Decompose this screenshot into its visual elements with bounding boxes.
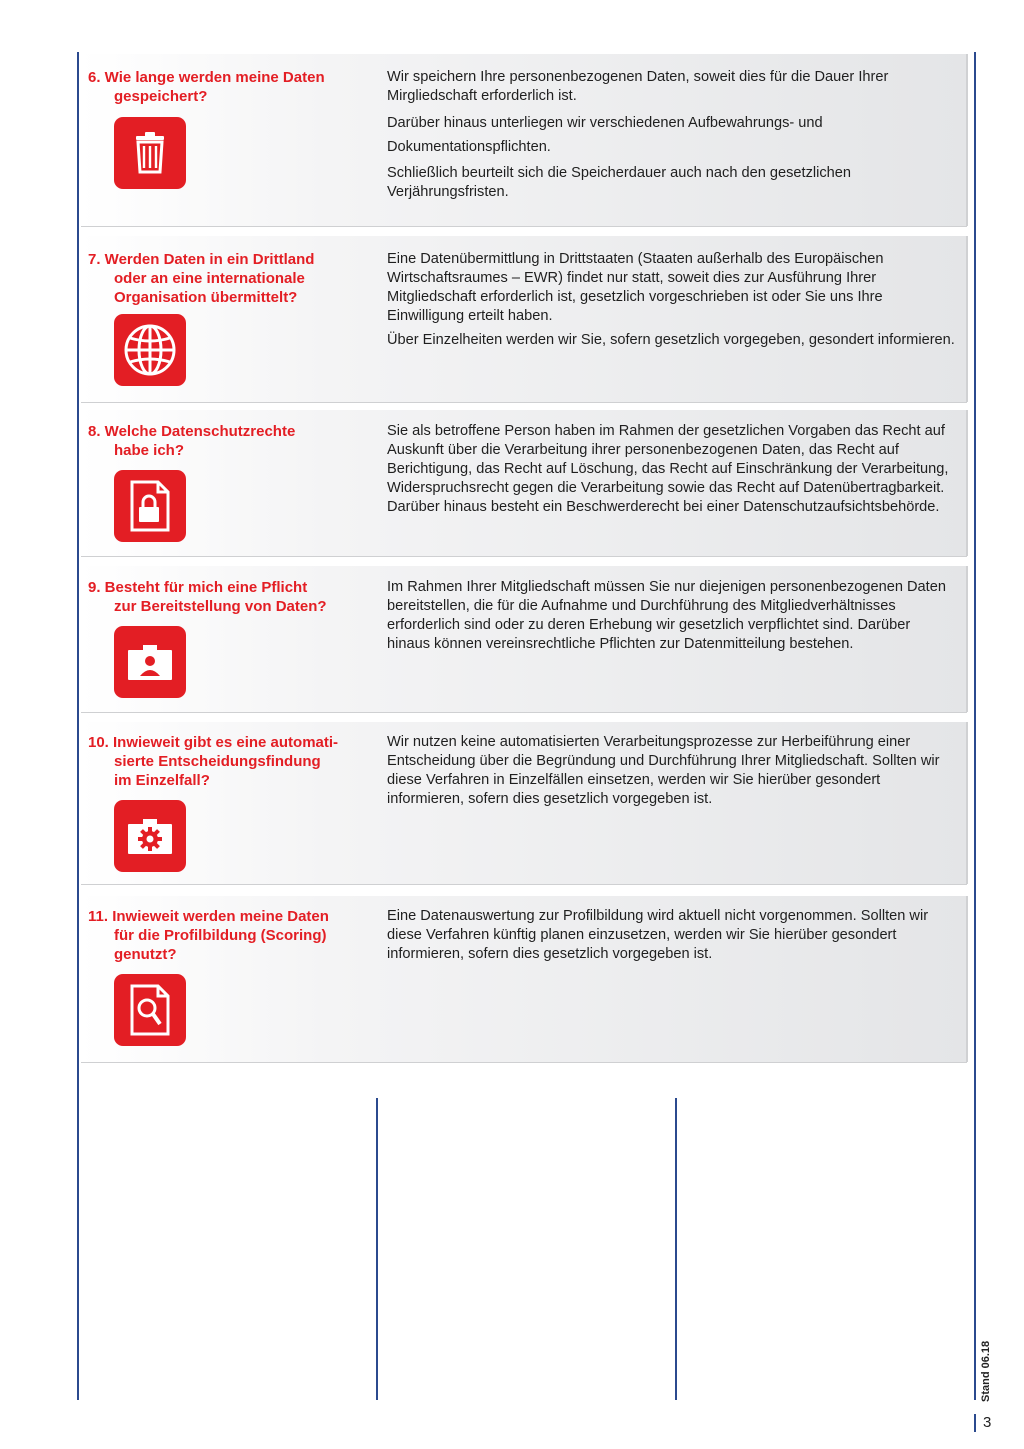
question-heading: [88, 422, 350, 460]
answer-paragraph: Schließlich beurteilt sich die Speicherdauer auch nach den gesetzlichen Verjährungsfristen.: [387, 165, 852, 200]
question-line: 9. Besteht für mich eine Pflicht: [88, 579, 308, 596]
faq-section-6: [80, 54, 966, 226]
question-line: 7. Werden Daten in ein Drittland: [88, 251, 315, 268]
question-heading: [88, 578, 350, 616]
answer-paragraph: Eine Datenübermittlung in Drittstaaten (Staaten außerhalb des Europäischen Wirtschaftsraumes – EWR) findet nur statt, soweit dies zur Ausführung Ihrer Mitgliedschaft erforderlich ist, gesetzlich vorgeschrieben ist oder Sie uns Ihre Einwilligung erteilt haben.: [387, 251, 884, 324]
faq-section-10: [80, 722, 966, 884]
question-line: 6. Wie lange werden meine Daten: [88, 69, 325, 86]
question-line: 10. Inwieweit gibt es eine automati-: [88, 734, 339, 751]
left-margin-rule: [77, 52, 79, 1400]
question-line: zur Bereitstellung von Daten?: [114, 598, 327, 615]
faq-section-8: [80, 410, 966, 556]
person-folder-icon: [114, 626, 186, 698]
column-rule-right: [675, 1098, 677, 1400]
faq-section-7: [80, 236, 966, 402]
locked-document-icon: [114, 470, 186, 542]
answer-paragraph: Sie als betroffene Person haben im Rahmen der gesetzlichen Vorgaben das Recht auf Auskunft über die Verarbeitung ihrer personenbezogenen Daten, das Recht auf Berichtigung, das Recht auf Löschung, das Recht auf Einschränkung der Verarbeitung, Widerspruchsrecht gegen die Verarbeitung sowie das Recht auf Datenübertragbarkeit. Darüber hinaus besteht ein Beschwerderecht bei einer Datenschutzaufsichtsbehörde.: [387, 423, 949, 515]
question-line: Organisation übermittelt?: [114, 289, 298, 306]
question-heading: [88, 250, 350, 307]
answer-paragraph: Über Einzelheiten werden wir Sie, sofern gesetzlich vorgegeben, gesondert informieren.: [387, 332, 955, 348]
search-document-icon: [114, 974, 186, 1046]
question-line: genutzt?: [114, 946, 177, 963]
gear-folder-icon: [114, 800, 186, 872]
column-rule-middle: [376, 1098, 378, 1400]
question-heading: [88, 68, 350, 106]
question-line: 8. Welche Datenschutzrechte: [88, 423, 296, 440]
faq-section-9: [80, 566, 966, 712]
answer-paragraph: Im Rahmen Ihrer Mitgliedschaft müssen Sie nur diejenigen personenbezogenen Daten bereitstellen, die für die Aufnahme und Durchführung des Mitgliedverhältnisses erforderlich sind oder zu deren Erhebung wir gesetzlich verpflichtet sind. Darüber hinaus können vereinsrechtliche Pflichten zur Datenmitteilung bestehen.: [387, 579, 946, 652]
answer-text: [387, 68, 957, 207]
answer-paragraph: Wir speichern Ihre personenbezogenen Daten, soweit dies für die Dauer Ihrer Mirgliedschaft erforderlich ist.: [387, 69, 889, 104]
answer-text: [387, 422, 957, 522]
answer-paragraph: Eine Datenauswertung zur Profilbildung wird aktuell nicht vorgenommen. Sollten wir diese Verfahren künftig planen einzusetzen, werden wir Sie hierüber gesondert informieren, sofern dies gesetzlich vorgegeben ist.: [387, 908, 929, 962]
faq-section-11: [80, 896, 966, 1062]
question-line: sierte Entscheidungsfindung: [114, 753, 321, 770]
answer-text: [387, 733, 957, 814]
stand-date: Stand 06.18: [980, 1340, 992, 1402]
question-line: für die Profilbildung (Scoring): [114, 927, 327, 944]
globe-icon: [114, 314, 186, 386]
trash-icon: [114, 117, 186, 189]
page-number-rule: [974, 1414, 976, 1432]
answer-text: [387, 250, 957, 355]
question-line: oder an eine internationale: [114, 270, 305, 287]
question-heading: [88, 733, 350, 790]
question-line: gespeichert?: [114, 88, 208, 105]
answer-text: [387, 907, 957, 969]
question-line: 11. Inwieweit werden meine Daten: [88, 908, 329, 925]
page-number: 3: [983, 1414, 992, 1431]
question-line: im Einzelfall?: [114, 772, 210, 789]
answer-paragraph: Wir nutzen keine automatisierten Verarbeitungsprozesse zur Herbeiführung einer Entscheidung über die Begründung und Durchführung Ihrer Mitgliedschaft. Sollten wir diese Verfahren in Einzelfällen einsetzen, werden wir Sie hierüber gesondert informieren, sofern dies gesetzlich vorgegeben ist.: [387, 734, 940, 807]
right-margin-rule: [974, 52, 976, 1400]
answer-paragraph: Darüber hinaus unterliegen wir verschiedenen Aufbewahrungs- und Dokumentationspflichten.: [387, 115, 823, 155]
answer-text: [387, 578, 957, 659]
question-line: habe ich?: [114, 442, 185, 459]
question-heading: [88, 907, 350, 964]
